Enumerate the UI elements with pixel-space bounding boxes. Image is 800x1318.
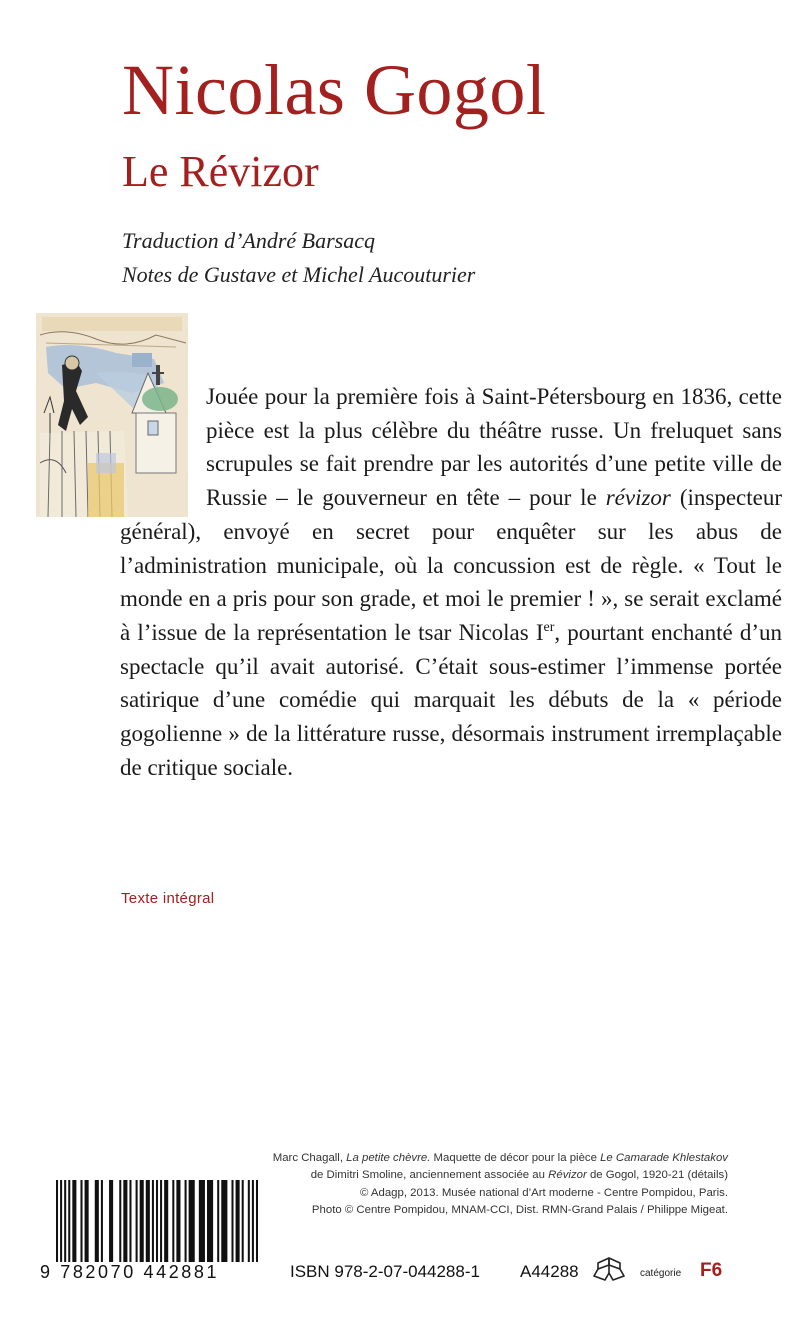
back-cover-blurb — [120, 380, 782, 784]
barcode-bar — [136, 1180, 138, 1262]
barcode-bar — [64, 1180, 66, 1262]
barcode-bar — [231, 1180, 233, 1262]
revizor-italic: révizor — [605, 485, 671, 511]
barcode-digits: 9 782070 442881 — [40, 1262, 220, 1282]
barcode-bar — [221, 1180, 227, 1262]
barcode-bar — [85, 1180, 89, 1262]
category-label: catégorie — [640, 1268, 682, 1279]
barcode-bar — [72, 1180, 76, 1262]
barcode-bar — [60, 1180, 62, 1262]
barcode-bar — [109, 1180, 113, 1262]
barcode-bar — [172, 1180, 174, 1262]
book-title: Le Révizor — [122, 147, 319, 196]
barcode-bar — [189, 1180, 195, 1262]
barcode-bar — [101, 1180, 103, 1262]
credits — [122, 224, 475, 292]
barcode-bar — [217, 1180, 219, 1262]
barcode-bar — [119, 1180, 121, 1262]
translator-credit: Traduction d’André Barsacq — [122, 228, 375, 253]
isbn-number: ISBN 978-2-07-044288-1 — [290, 1262, 480, 1281]
category-value: F6 — [700, 1260, 723, 1281]
barcode-bar — [164, 1180, 168, 1262]
credit-line-2: de Dimitri Smoline, anciennement associée au Révizor de Gogol, 1920-21 (détails) — [310, 1169, 728, 1182]
barcode-bar — [236, 1180, 240, 1262]
credit-line-4: Photo © Centre Pompidou, MNAM-CCI, Dist. RMN-Grand Palais / Philippe Migeat. — [311, 1203, 728, 1216]
barcode-bar — [156, 1180, 158, 1262]
barcode-bar — [248, 1180, 250, 1262]
photo-credit — [208, 1150, 728, 1219]
barcode-bar — [185, 1180, 187, 1262]
barcode-bar — [252, 1180, 254, 1262]
product-code: A44288 — [520, 1262, 579, 1281]
barcode-bar — [160, 1180, 162, 1262]
barcode-bar — [123, 1180, 127, 1262]
barcode-bar — [56, 1180, 58, 1262]
barcode-bar — [152, 1180, 154, 1262]
credit-line-1: Marc Chagall, La petite chèvre. Maquette de décor pour la pièce Le Camarade Khlestakov — [272, 1152, 728, 1164]
blurb-paragraph: Jouée pour la première fois à Saint-Pétersbourg en 1836, cette pièce est la plus célèbre du théâtre russe. Un freluquet sans scrupules se fait prendre par les autorités d’une petite ville de Russie – le gouverneur en tête – pour le révizor (inspecteur général), envoyé en secret pour enquêter sur les abus de l’administration municipale, où la concussion est de règle. « Tout le monde en a pris pour son grade, et moi le premier ! », se serait exclamé à l’issue de la représentation le tsar Nicolas Ier, pourtant enchanté d’un spectacle qu’il avait autorisé. C’était sous-estimer l’immense portée satirique d’une comédie qui marquait les débuts de la « période gogolienne » de la littérature russe, désormais instrument irremplaçable de critique sociale. — [120, 384, 783, 780]
barcode-bar — [140, 1180, 144, 1262]
credit-line-3: © Adagp, 2013. Musée national d’Art moderne - Centre Pompidou, Paris. — [359, 1186, 728, 1199]
barcode-bar — [146, 1180, 150, 1262]
author-name: Nicolas Gogol — [122, 50, 547, 130]
barcode-bar — [176, 1180, 180, 1262]
barcode-bar — [80, 1180, 82, 1262]
barcode-bar — [68, 1180, 70, 1262]
barcode-bar — [242, 1180, 244, 1262]
barcode-bar — [95, 1180, 99, 1262]
barcode-bar — [256, 1180, 258, 1262]
notes-credit: Notes de Gustave et Michel Aucouturier — [122, 262, 476, 287]
barcode-bar — [207, 1180, 213, 1262]
barcode-bar — [129, 1180, 131, 1262]
barcode-bar — [199, 1180, 205, 1262]
folio-book-logo-icon — [592, 1254, 626, 1286]
full-text-label: Texte intégral — [121, 890, 215, 907]
isbn-barcode — [56, 1180, 258, 1262]
